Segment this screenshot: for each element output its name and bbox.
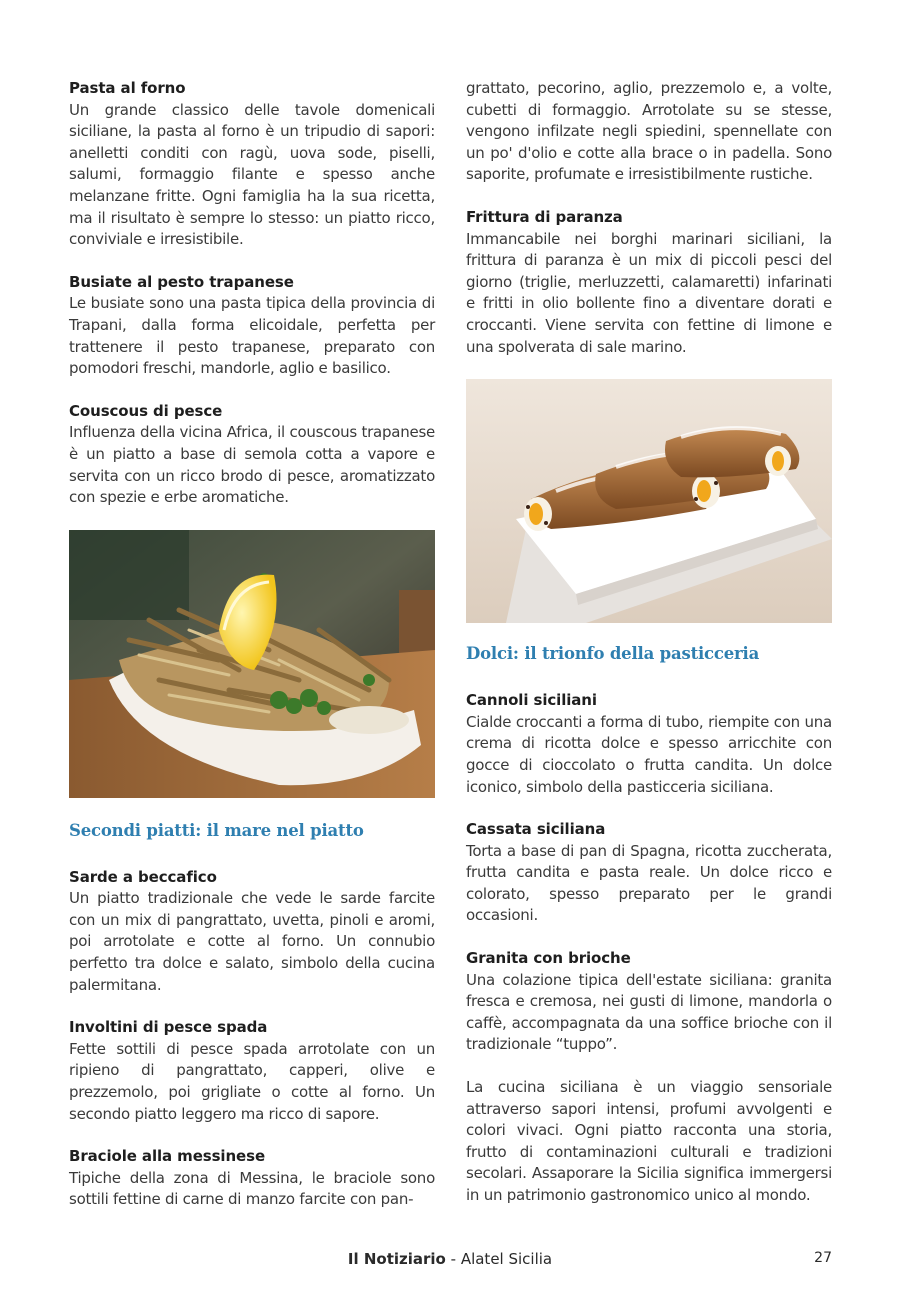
- article-body: Un piatto tradizionale che vede le sarde farcite con un mix di pangrattato, uvetta, pinoli e aromi, poi arrotolate e cotte al forno. Un connubio perfetto tra dolce e salato, simbolo della cucina palermitana.: [69, 889, 435, 994]
- closing-paragraph: La cucina siciliana è un viaggio sensoriale attraverso sapori intensi, profumi avvolgenti e colori vivaci. Ogni piatto racconta una storia, frutto di contaminazioni culturali e tradizioni secolari. Assaporare la Sicilia significa immergersi in un patrimonio gastronomico unico al mondo.: [466, 1078, 832, 1204]
- article-title: Pasta al forno: [69, 79, 186, 97]
- article-braciole: [69, 1146, 435, 1211]
- article-title: Cassata siciliana: [466, 820, 606, 839]
- article-body: Influenza della vicina Africa, il couscous trapanese è un piatto a base di semola cotta a vapore e servita con un ricco brodo di pesce, aromatizzato con spezie e erbe aromatiche.: [69, 423, 435, 507]
- article-braciole-continuation: [466, 78, 832, 186]
- article-title: Frittura di paranza: [466, 207, 623, 226]
- section-heading-secondi: Secondi piatti: il mare nel piatto: [69, 820, 364, 840]
- article-frittura: [466, 207, 832, 358]
- cannoli-photo: [466, 379, 832, 623]
- fried-fish-photo: [69, 530, 435, 798]
- article-cannoli: [466, 690, 832, 798]
- right-column: [466, 78, 832, 1207]
- page-footer: [0, 1248, 900, 1272]
- article-title: Sarde a beccafico: [69, 867, 217, 886]
- article-title: Couscous di pesce: [69, 401, 223, 420]
- article-title: Granita con brioche: [466, 949, 631, 968]
- left-column: [69, 78, 435, 1232]
- article-body: Fette sottili di pesce spada arrotolate con un ripieno di pangrattato, capperi, olive e prezzemolo, poi grigliate o cotte al forno. Un secondo piatto leggero ma ricco di sapore.: [69, 1039, 435, 1123]
- section-heading-dolci: Dolci: il trionfo della pasticceria: [466, 644, 760, 664]
- article-body: Un grande classico delle tavole domenicali siciliane, la pasta al forno è un tripudio di sapori: anelletti conditi con ragù, uova sode, piselli, salumi, formaggio filante e spesso anche melanzane fritte. Ogni famiglia ha la sua ricetta, ma il risultato è sempre lo stesso: un piatto ricco, conviviale e irresistibile.: [69, 100, 435, 249]
- footer-subtitle: Alatel Sicilia: [460, 1250, 553, 1268]
- footer-brand: Il Notiziario: [347, 1250, 446, 1268]
- article-busiate: [69, 272, 435, 380]
- article-sarde: [69, 867, 435, 997]
- article-couscous: [69, 401, 435, 509]
- footer-publication: [0, 1250, 900, 1268]
- article-title: Cannoli siciliani: [466, 691, 597, 710]
- article-title: Braciole alla messinese: [69, 1147, 266, 1166]
- article-title: Busiate al pesto trapanese: [69, 272, 294, 291]
- article-granita: [466, 948, 832, 1056]
- article-body: Torta a base di pan di Spagna, ricotta zuccherata, frutta candita e pasta reale. Un dolce ricco e colorato, spesso preparato per le grandi occasioni.: [466, 841, 832, 925]
- article-pasta-al-forno: [69, 78, 435, 251]
- footer-separator: -: [445, 1250, 461, 1268]
- article-cassata: [466, 819, 832, 927]
- article-body: Cialde croccanti a forma di tubo, riempite con una crema di ricotta dolce e spesso arricchite con gocce di cioccolato o frutta candita. Un dolce iconico, simbolo della pasticceria siciliana.: [466, 712, 832, 796]
- article-body: Le busiate sono una pasta tipica della provincia di Trapani, dalla forma elicoidale, perfetta per trattenere il pesto trapanese, preparato con pomodori freschi, mandorle, aglio e basilico.: [69, 294, 435, 378]
- page-number: 27: [814, 1250, 832, 1266]
- article-title: Involtini di pesce spada: [69, 1018, 268, 1037]
- article-body: Una colazione tipica dell'estate siciliana: granita fresca e cremosa, nei gusti di limone, mandorla o caffè, accompagnata da una soffice brioche con il tradizionale “tuppo”.: [466, 970, 832, 1054]
- article-body: Immancabile nei borghi marinari siciliani, la frittura di paranza è un mix di piccoli pesci del giorno (triglie, merluzzetti, calamaretti) infarinati e fritti in olio bollente fino a diventare dorati e croccanti. Viene servita con fettine di limone e una spolverata di sale marino.: [466, 229, 832, 356]
- article-body: grattato, pecorino, aglio, prezzemolo e, a volte, cubetti di formaggio. Arrotolate su se stesse, vengono infilzate negli spiedini, spennellate con un po' d'olio e cotte alla brace o in padella. Sono saporite, profumate e irresistibilmente rustiche.: [466, 79, 832, 184]
- article-involtini: [69, 1017, 435, 1125]
- article-body: Tipiche della zona di Messina, le braciole sono sottili fettine di carne di manzo farcite con pan-: [69, 1168, 435, 1209]
